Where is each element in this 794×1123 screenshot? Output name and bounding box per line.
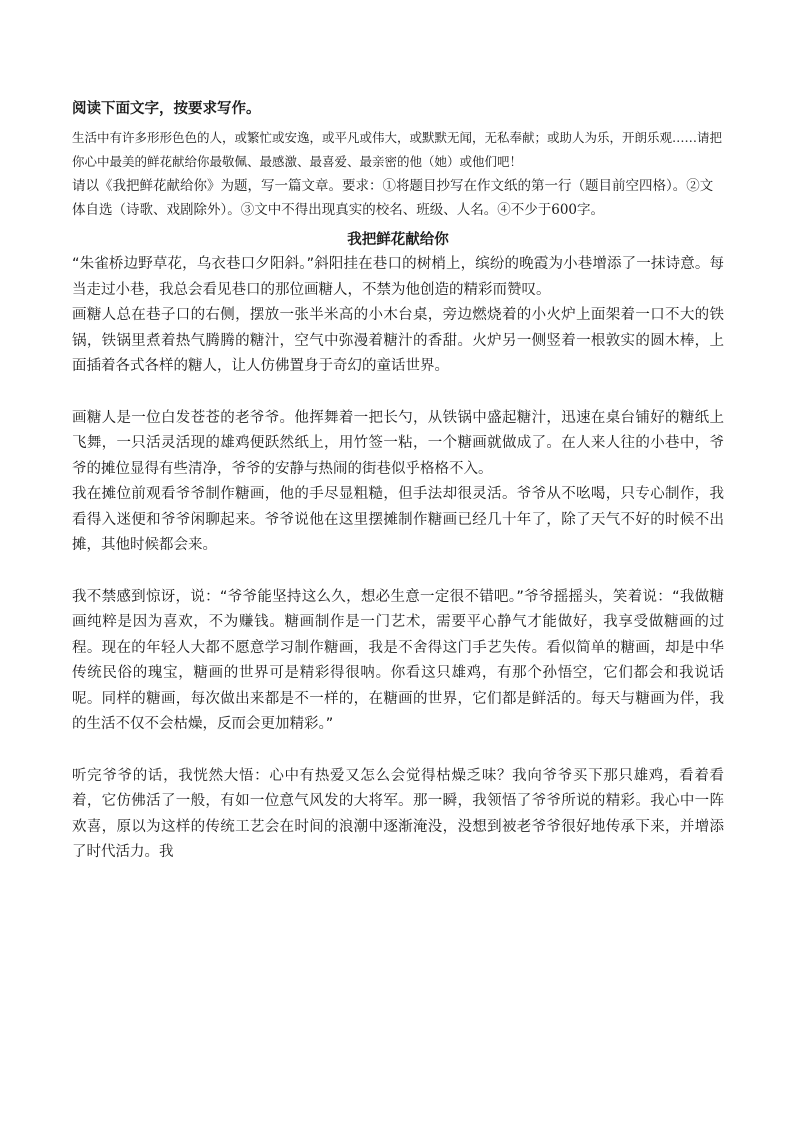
- instruction-requirements: 请以《我把鲜花献给你》为题，写一篇文章。要求：①将题目抄写在作文纸的第一行（题目前空四格）。②文体自选（诗歌、戏剧除外）。③文中不得出现真实的校名、班级、人名。④不少于600字。: [72, 178, 714, 218]
- essay-paragraph: 我不禁感到惊讶，说：“爷爷能坚持这么久，想必生意一定很不错吧。”爷爷摇摇头，笑着说：“我做糖画纯粹是因为喜欢，不为赚钱。糖画制作是一门艺术，需要平心静气才能做好，我享受做糖画的过程。现在的年轻人大都不愿意学习制作糖画，我是不舍得这门手艺失传。看似简单的糖画，却是中华传统民俗的瑰宝，糖画的世界可是精彩得很呐。你看这只雄鸡，有那个孙悟空，它们都会和我说话呢。同样的糖画，每次做出来都是不一样的，在糖画的世界，它们都是鲜活的。每天与糖画为伴，我的生活不仅不会枯燥，反而会更加精彩。”: [72, 588, 724, 732]
- essay-paragraph: 听完爷爷的话，我恍然大悟：心中有热爱又怎么会觉得枯燥乏味？我向爷爷买下那只雄鸡，看着看着，它仿佛活了一般，有如一位意气风发的大将军。那一瞬，我领悟了爷爷所说的精彩。我心中一阵欢喜，原以为这样的传统工艺会在时间的浪潮中逐渐淹没，没想到被老爷爷很好地传承下来，并增添了时代活力。我: [72, 767, 724, 860]
- paragraph-gap: [72, 738, 724, 764]
- instruction-prompt: 生活中有许多形形色色的人，或繁忙或安逸，或平凡或伟大，或默默无闻，无私奉献；或助人为乐，开朗乐观……请把你心中最美的鲜花献给你最敬佩、最感激、最喜爱、最亲密的他（她）或他们吧！: [72, 130, 723, 169]
- essay-paragraph: 我在摊位前观看爷爷制作糖画，他的手尽显粗糙，但手法却很灵活。爷爷从不吆喝，只专心制作，我看得入迷便和爷爷闲聊起来。爷爷说他在这里摆摊制作糖画已经几十年了，除了天气不好的时候不出摊，其他时候都会来。: [72, 486, 724, 553]
- essay-paragraph: 画糖人是一位白发苍苍的老爷爷。他挥舞着一把长勺，从铁锅中盛起糖汁，迅速在桌台铺好的糖纸上飞舞，一只活灵活现的雄鸡便跃然纸上，用竹签一粘，一个糖画就做成了。在人来人往的小巷中，爷爷的摊位显得有些清净，爷爷的安静与热闹的街巷似乎格格不入。: [72, 409, 724, 477]
- document-page: [72, 98, 724, 866]
- essay-paragraph: 画糖人总在巷子口的右侧，摆放一张半米高的小木台桌，旁边燃烧着的小火炉上面架着一口不大的铁锅，铁锅里煮着热气腾腾的糖汁，空气中弥漫着糖汁的香甜。火炉另一侧竖着一根敦实的圆木棒，上面插着各式各样的糖人，让人仿佛置身于奇幻的童话世界。: [72, 307, 724, 374]
- instruction-heading: 阅读下面文字，按要求写作。: [72, 101, 261, 117]
- essay-title: 我把鲜花献给你: [347, 232, 449, 248]
- essay-paragraph: “朱雀桥边野草花，乌衣巷口夕阳斜。”斜阳挂在巷口的树梢上，缤纷的晚霞为小巷增添了一抹诗意。每当走过小巷，我总会看见巷口的那位画糖人，不禁为他创造的精彩而赞叹。: [72, 256, 724, 298]
- paragraph-gap: [72, 380, 724, 406]
- paragraph-gap: [72, 559, 724, 585]
